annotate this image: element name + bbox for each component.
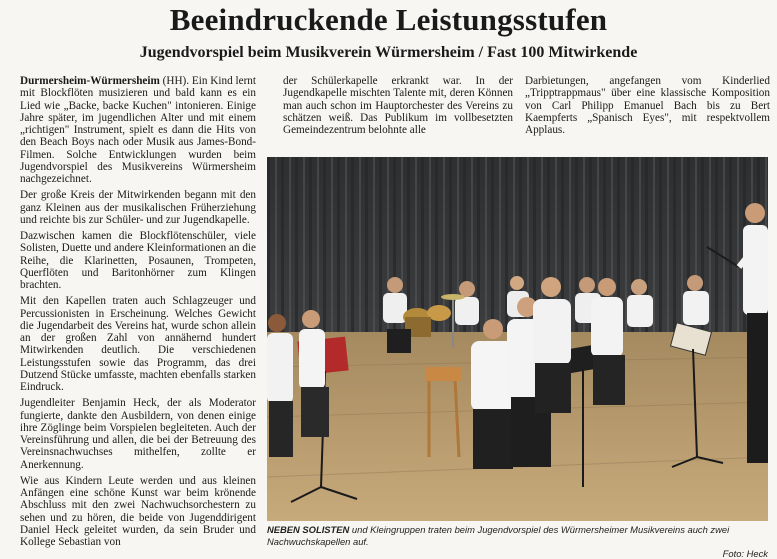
caption-lead: NEBEN SOLISTEN — [267, 524, 349, 535]
caption-text: und Kleingruppen traten beim Jugendvorspiel des Würmersheimer Musikvereins auch zwei Nachwuchskapellen auf. — [267, 524, 729, 547]
photo-caption — [267, 524, 768, 547]
column-2 — [283, 75, 513, 140]
paragraph-3: Dazwischen kamen die Blockflötenschüler, viele Solisten, Duette und andere Kleinformationen an die Reihe, die Klarinetten, Posaunen, Trompeten, Querflöten und Baritonhörner zum Klingen brachten. — [20, 230, 256, 291]
paragraph-7: der Schülerkapelle erkrankt war. In der Jugendkapelle mischten Talente mit, deren Können man auch schon im Hauptorchester des Vereins zu schätzen weiß. Das Publikum im vollbesetzten Gemeindezentrum belohnte alle — [283, 75, 513, 136]
paragraph-1 — [20, 75, 256, 185]
headline: Beeindruckende Leistungsstufen — [0, 2, 777, 38]
subheadline: Jugendvorspiel beim Musikverein Würmersheim / Fast 100 Mitwirkende — [0, 44, 777, 62]
paragraph-8: Darbietungen, angefangen vom Kinderlied „Tripptrappmaus" über eine klassische Komposition von Carl Philipp Emanuel Bach bis zu Bert Kaempferts „Spanisch Eyes", mit respektvollem Applaus. — [525, 75, 770, 136]
dateline: Durmersheim-Würmersheim — [20, 75, 160, 87]
paragraph-2: Der große Kreis der Mitwirkenden begann mit den ganz Kleinen aus der musikalischen Früherziehung und reichte bis zur Schüler- und zur Jugendkapelle. — [20, 189, 256, 226]
concert-photo — [267, 157, 768, 521]
column-1 — [20, 75, 256, 552]
concert-photo-illustration — [267, 157, 768, 521]
paragraph-1-text: Ein Kind lernt mit Blockflöten musizieren und bald kann es ein Lied wie „Backe, backe Kuchen" intonieren. Einige Jahre später, im jugendlichen Alter und mit einem „richtigen" Instrument, spielt es dann die Hits von den Beach Boys nach oder Musik aus James-Bond-Filmen. Solche Entwicklungen wurden beim Jugendvorspiel des Musikvereins Würmersheim nachgezeichnet. — [20, 75, 256, 185]
paragraph-6: Wie aus Kindern Leute werden und aus kleinen Anfängen eine schöne Kunst war beim krönende Abschluss mit den zwei Nachwuchsorchestern zu sehen und zu hören, die beide von Jugenddirigent Daniel Heck geleitet wurden, da sein Bruder und Kollege Sebastian von — [20, 475, 256, 549]
column-3 — [525, 75, 770, 140]
paragraph-4: Mit den Kapellen traten auch Schlagzeuger und Percussionisten in Erscheinung. Welches Gewicht die Jugendarbeit des Vereins hat, wurde schon allein an der großen Zahl von annähernd hundert Mitwirkenden deutlich. Die verschiedenen Leistungsstufen sowie das Programm, das drei Dutzend Stücke umfasste, machten ebenfalls starken Eindruck. — [20, 295, 256, 393]
author-tag: (HH). — [163, 75, 189, 87]
paragraph-5: Jugendleiter Benjamin Heck, der als Moderator fungierte, dankte den Ausbildern, von denen einige ihre Zöglinge beim Vorspielen begleiteten. Auch der Vereinsführung und allen, die bei der Betreuung des Vereinsnachwuchses mithelfen, zollte er Anerkennung. — [20, 397, 256, 471]
photo-credit: Foto: Heck — [723, 548, 768, 559]
